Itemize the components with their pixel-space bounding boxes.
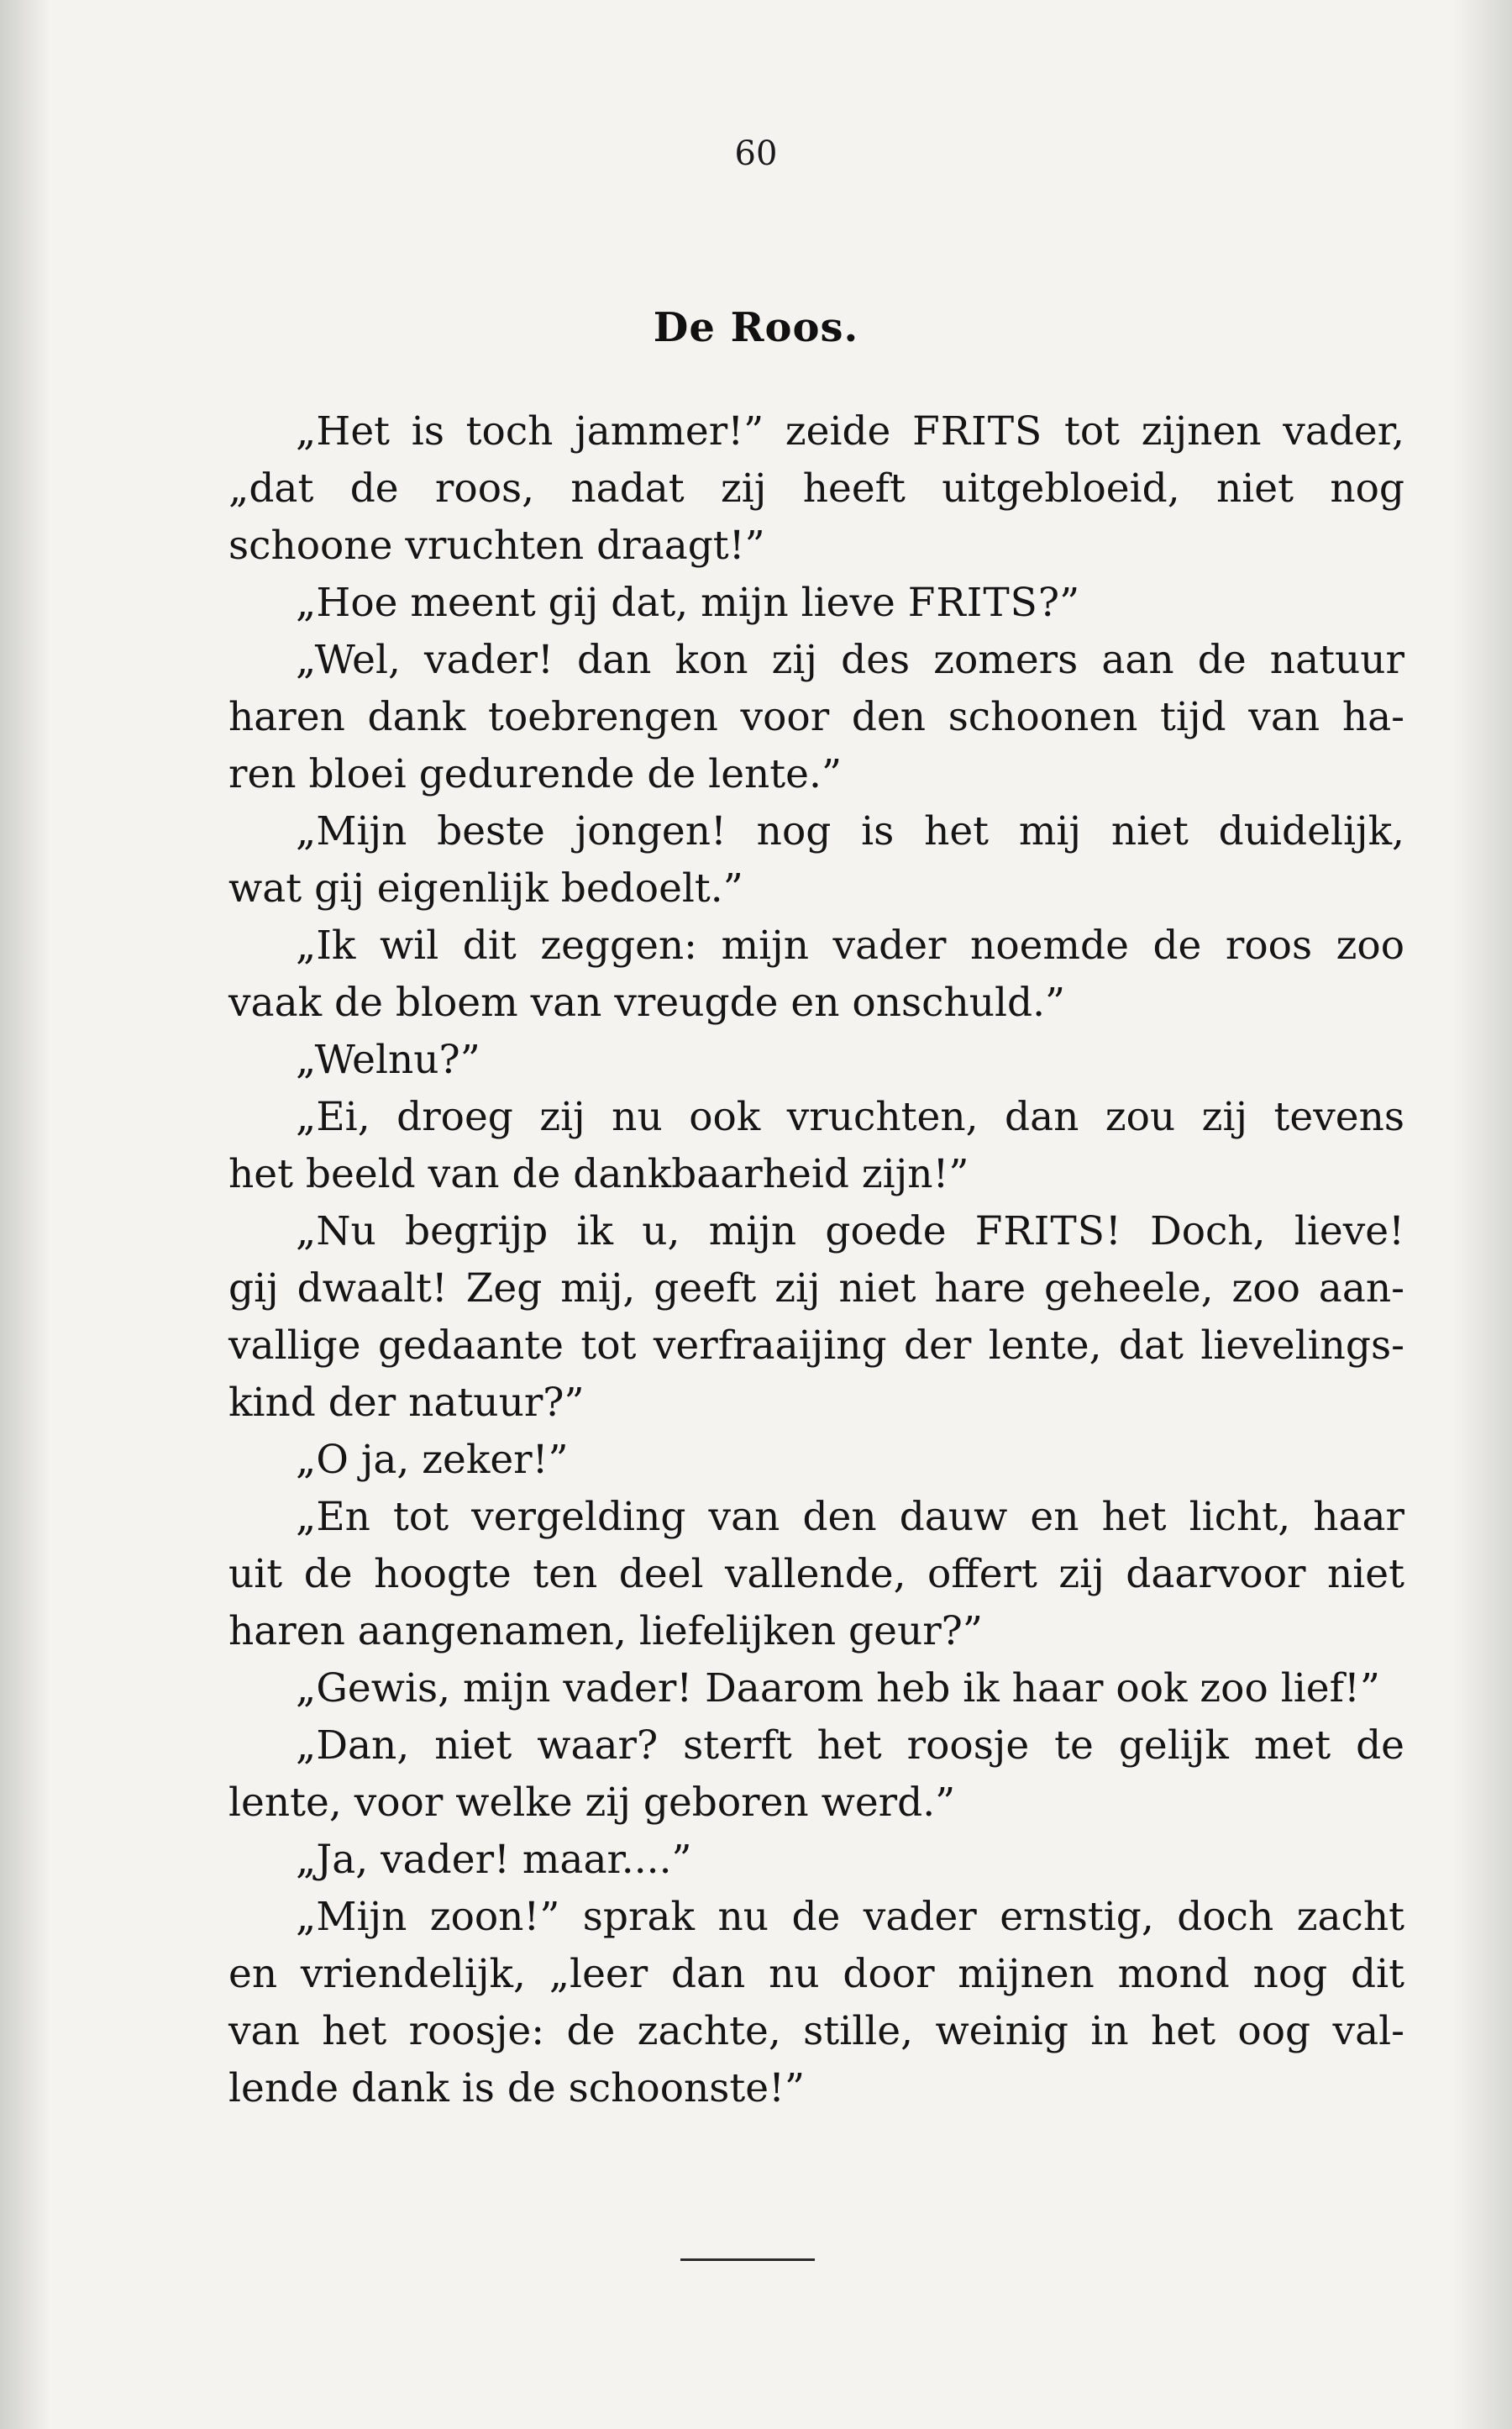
text-line: vaak de bloem van vreugde en onschuld.”: [228, 980, 1066, 1026]
text-line: „Ja, vader! maar....”: [296, 1837, 692, 1883]
text-line: gij dwaalt! Zeg mij, geeft zij niet hare geheele, zoo aan-: [228, 1265, 1404, 1312]
text-line: en vriendelijk, „leer dan nu door mijnen mond nog dit: [228, 1951, 1404, 1997]
text-line: „O ja, zeker!”: [296, 1437, 569, 1483]
text-line: haren dank toebrengen voor den schoonen tijd van ha-: [228, 694, 1404, 740]
paragraph: [228, 1203, 1404, 1432]
paragraph: [228, 1032, 1404, 1089]
paragraph: [228, 403, 1404, 575]
page-number: 60: [734, 134, 778, 173]
body-text: [228, 403, 1404, 2117]
paragraph: [228, 803, 1404, 917]
text-line: ren bloei gedurende de lente.”: [228, 751, 842, 797]
text-line: schoone vruchten draagt!”: [228, 523, 765, 569]
text-line: „Dan, niet waar? sterft het roosje te gelijk met de: [296, 1722, 1404, 1769]
end-rule: [680, 2258, 815, 2261]
text-line: kind der natuur?”: [228, 1380, 585, 1426]
text-line: „Welnu?”: [296, 1037, 480, 1083]
text-line: „Gewis, mijn vader! Daarom heb ik haar ook zoo lief!”: [296, 1665, 1380, 1711]
text-line: lente, voor welke zij geboren werd.”: [228, 1780, 956, 1826]
text-line: „dat de roos, nadat zij heeft uitgebloeid, niet nog: [228, 465, 1404, 512]
paragraph: [228, 1832, 1404, 1889]
text-line: „Het is toch jammer!” zeide FRITS tot zijnen vader,: [296, 408, 1404, 455]
paragraph: [228, 1660, 1404, 1717]
text-line: „Ei, droeg zij nu ook vruchten, dan zou zij tevens: [296, 1094, 1404, 1140]
text-line: „Mijn beste jongen! nog is het mij niet duidelijk,: [296, 808, 1404, 854]
chapter-heading: De Roos.: [653, 304, 859, 351]
text-line: „Ik wil dit zeggen: mijn vader noemde de roos zoo: [296, 923, 1404, 969]
text-line: van het roosje: de zachte, stille, weinig in het oog val-: [228, 2008, 1404, 2054]
paragraph: [228, 1089, 1404, 1203]
text-line: vallige gedaante tot verfraaijing der lente, dat lievelings-: [228, 1322, 1404, 1369]
text-line: „En tot vergelding van den dauw en het licht, haar: [296, 1494, 1404, 1540]
text-line: het beeld van de dankbaarheid zijn!”: [228, 1151, 969, 1197]
paragraph: [228, 1489, 1404, 1660]
paragraph: [228, 575, 1404, 632]
text-line: „Wel, vader! dan kon zij des zomers aan de natuur: [296, 637, 1404, 683]
text-line: „Nu begrijp ik u, mijn goede FRITS! Doch, lieve!: [296, 1208, 1404, 1254]
paragraph: [228, 632, 1404, 803]
text-line: wat gij eigenlijk bedoelt.”: [228, 865, 743, 912]
text-line: lende dank is de schoonste!”: [228, 2065, 805, 2111]
paragraph: [228, 1717, 1404, 1832]
paragraph: [228, 1889, 1404, 2117]
text-line: „Mijn zoon!” sprak nu de vader ernstig, doch zacht: [296, 1894, 1404, 1940]
text-line: „Hoe meent gij dat, mijn lieve FRITS?”: [296, 580, 1080, 626]
paragraph: [228, 917, 1404, 1032]
text-line: haren aangenamen, liefelijken geur?”: [228, 1608, 983, 1654]
text-line: uit de hoogte ten deel vallende, offert zij daarvoor niet: [228, 1551, 1404, 1597]
paragraph: [228, 1432, 1404, 1489]
